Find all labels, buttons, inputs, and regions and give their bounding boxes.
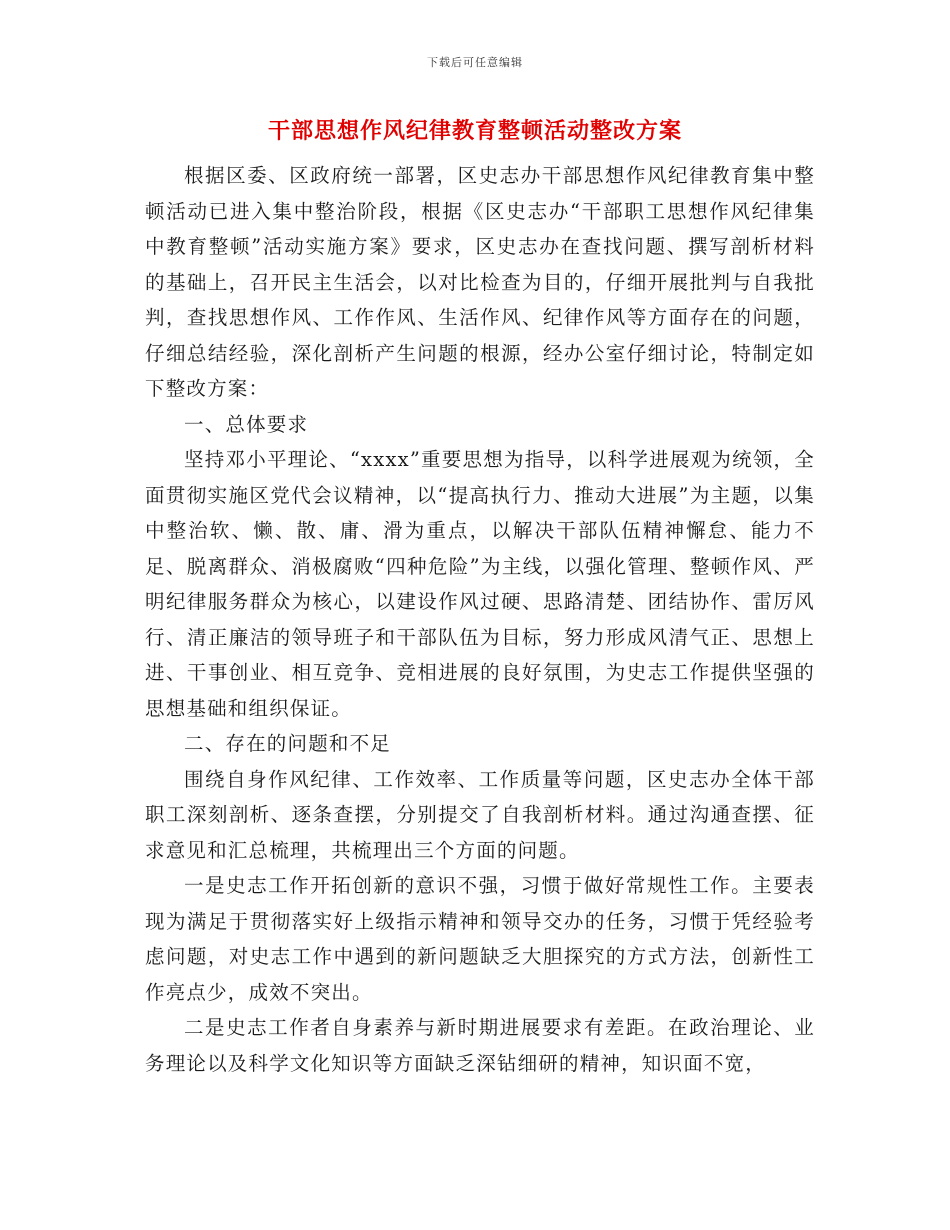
problems-paragraph: 围绕自身作风纪律、工作效率、工作质量等问题，区史志办全体干部职工深刻剖析、逐条查摆，分别提交了自我剖析材料。通过沟通查摆、征求意见和汇总梳理，共梳理出三个方面的问题。 xyxy=(145,767,815,862)
section-heading-problems: 二、存在的问题和不足 xyxy=(184,732,392,755)
document-body xyxy=(145,158,815,1081)
problem-two-paragraph: 二是史志工作者自身素养与新时期进展要求有差距。在政治理论、业务理论以及科学文化知识等方面缺乏深钻细研的精神，知识面不宽， xyxy=(145,1016,815,1075)
section-heading-general-requirements: 一、总体要求 xyxy=(184,412,309,436)
header-note: 下载后可任意编辑 xyxy=(427,56,523,69)
intro-paragraph: 根据区委、区政府统一部署，区史志办干部思想作风纪律教育集中整顿活动已进入集中整治阶段，根据《区史志办“干部职工思想作风纪律集中教育整顿”活动实施方案》要求，区史志办在查找问题、撰写剖析材料的基础上，召开民主生活会，以对比检查为目的，仔细开展批判与自我批判，查找思想作风、工作作风、生活作风、纪律作风等方面存在的问题，仔细总结经验，深化剖析产生问题的根源，经办公室仔细讨论，特制定如下整改方案： xyxy=(145,164,815,400)
general-requirements-paragraph: 坚持邓小平理论、“xxxx”重要思想为指导，以科学进展观为统领，全面贯彻实施区党代会议精神，以“提高执行力、推动大进展”为主题，以集中整治软、懒、散、庸、滑为重点，以解决干部队伍精神懈怠、能力不足、脱离群众、消极腐败“四种危险”为主线，以强化管理、整顿作风、严明纪律服务群众为核心，以建设作风过硬、思路清楚、团结协作、雷厉风行、清正廉洁的领导班子和干部队伍为目标，努力形成风清气正、思想上进、干事创业、相互竞争、竞相进展的良好氛围，为史志工作提供坚强的思想基础和组织保证。 xyxy=(145,448,815,720)
document-title: 干部思想作风纪律教育整顿活动整改方案 xyxy=(267,118,682,144)
problem-one-paragraph: 一是史志工作开拓创新的意识不强，习惯于做好常规性工作。主要表现为满足于贯彻落实好上级指示精神和领导交办的任务，习惯于凭经验考虑问题，对史志工作中遇到的新问题缺乏大胆探究的方式方法，创新性工作亮点少，成效不突出。 xyxy=(145,874,815,1004)
